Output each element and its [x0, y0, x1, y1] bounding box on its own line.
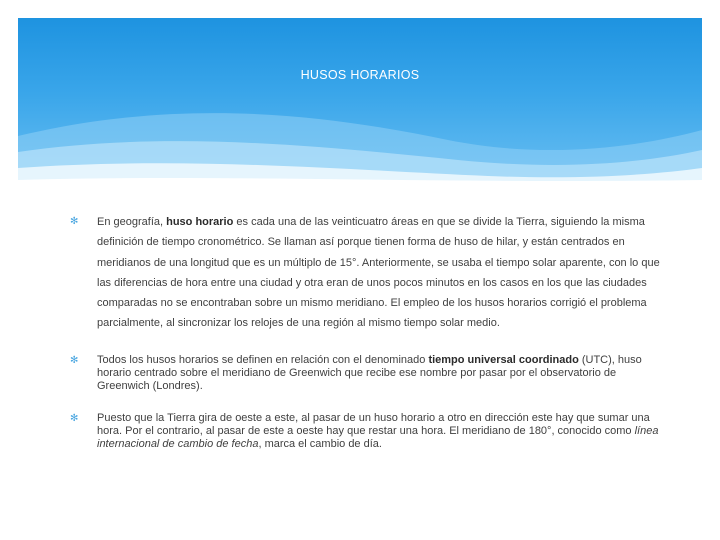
bullet-text: , marca el cambio de día.: [258, 437, 382, 450]
asterisk-icon: ✻: [70, 216, 79, 227]
bullet-text: Puesto que la Tierra gira de oeste a este, al pasar de un huso horario a otro en dirección este hay que sumar una hora. Por el contrario, al pasar de este a oeste hay que restar una hora. El meridiano de 180°, conocido como: [97, 411, 650, 437]
bullet-bold-term: tiempo universal coordinado: [428, 353, 579, 366]
asterisk-icon: ✻: [70, 354, 79, 366]
bullet-text: (UTC), huso horario centrado sobre el meridiano de Greenwich que recibe ese nombre por pasar por el observatorio de Greenwich (Londres).: [97, 353, 642, 392]
bullet-text: En geografía,: [97, 216, 167, 228]
bullet-bold-term: huso horario: [166, 216, 234, 228]
asterisk-icon: ✻: [70, 412, 79, 424]
header-banner: [18, 18, 702, 188]
slide-title: HUSOS HORARIOS: [300, 68, 420, 82]
bullet-item-huso-horario: [70, 212, 660, 334]
bullet-item-date-line: [70, 412, 660, 451]
wave-decoration: [18, 18, 702, 188]
bullet-list: [70, 212, 660, 451]
bullet-item-utc: [70, 354, 660, 393]
bullet-text: Todos los husos horarios se definen en relación con el denominado: [97, 353, 429, 366]
bullet-italic-term: línea internacional de cambio de fecha: [97, 424, 659, 450]
bullet-text: es cada una de las veinticuatro áreas en que se divide la Tierra, siguiendo la misma definición de tiempo cronométrico. Se llaman así porque tienen forma de huso de hilar, y están centrados en meridianos de una longitud que es un múltiplo de 15°. Anteriormente, se usaba el tiempo solar aparente, con lo que las diferencias de hora entre una ciudad y otra eran de unos pocos minutos en los casos en los que las ciudades comparadas no se encontraban sobre un mismo meridiano. El empleo de los husos horarios corrigió el problema parcialmente, al sincronizar los relojes de una región al mismo tiempo solar medio.: [97, 216, 660, 330]
